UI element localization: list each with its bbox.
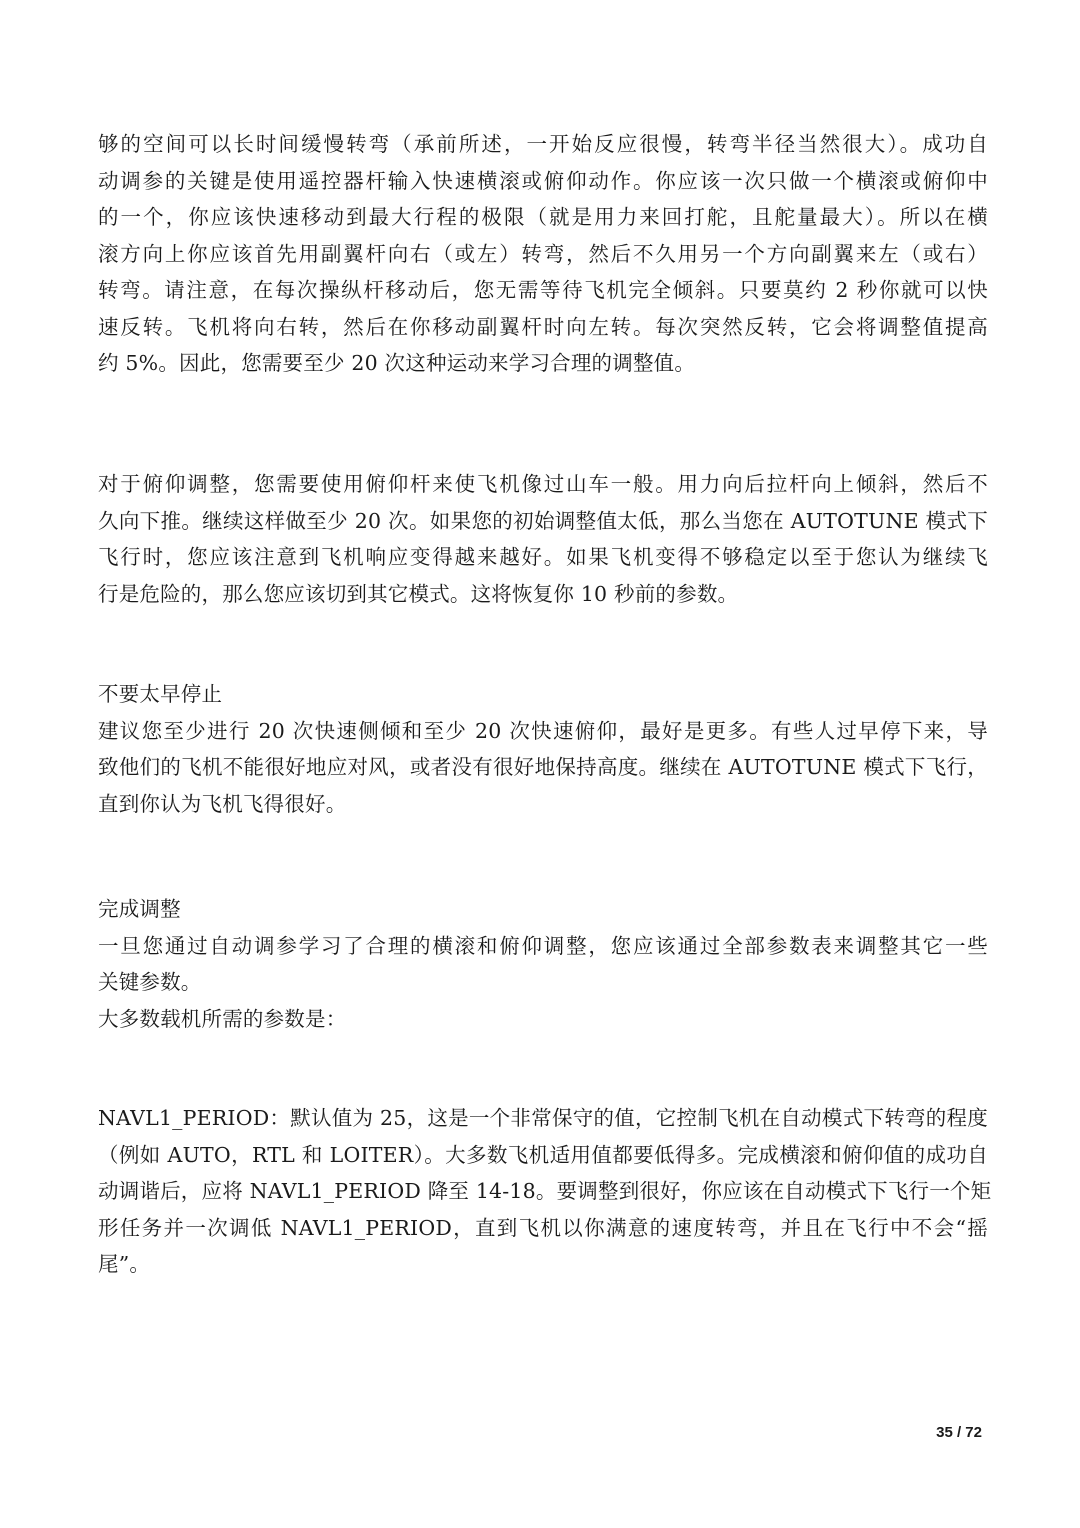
text-line: 久向下推。继续这样做至少 20 次。如果您的初始调整值太低，那么当您在 AUTOTUNE 模式下 (98, 508, 988, 533)
paragraph-autotune-roll (98, 126, 988, 382)
text-line: 致他们的飞机不能很好地应对风，或者没有很好地保持高度。继续在 AUTOTUNE 模式下飞行， (98, 755, 988, 779)
text-line: （例如 AUTO，RTL 和 LOITER）。大多数飞机适用值都要低得多。完成横滚和俯仰值的成功自 (98, 1142, 988, 1167)
text-line: 约 5%。因此，您需要至少 20 次这种运动来学习合理的调整值。 (98, 351, 696, 375)
text-line: 够的空间可以长时间缓慢转弯（承前所述，一开始反应很慢，转弯半径当然很大）。成功自 (98, 132, 988, 156)
text-line: 动调谐后，应将 NAVL1_PERIOD 降至 14-18。要调整到很好，你应该在自动模式下飞行一个矩 (98, 1179, 992, 1203)
text-line: 飞行时，您应该注意到飞机响应变得越来越好。如果飞机变得不够稳定以至于您认为继续飞 (98, 545, 988, 569)
text-line: 大多数载机所需的参数是： (98, 1006, 347, 1031)
text-line: 形任务并一次调低 NAVL1_PERIOD，直到飞机以你满意的速度转弯，并且在飞行中不会“摇 (98, 1215, 988, 1240)
section-finish-tuning (98, 891, 988, 1037)
text-line: 速反转。飞机将向右转，然后在你移动副翼杆时向左转。每次突然反转，它会将调整值提高 (98, 314, 988, 339)
section-dont-stop-early (98, 676, 988, 822)
text-line: 尾”。 (98, 1252, 151, 1276)
section-heading: 不要太早停止 (98, 682, 223, 706)
page-number: 35 / 72 (936, 1424, 982, 1441)
text-line: 行是危险的，那么您应该切到其它模式。这将恢复你 10 秒前的参数。 (98, 581, 739, 606)
paragraph-pitch-tuning (98, 466, 988, 612)
section-heading: 完成调整 (98, 897, 181, 921)
text-line: 转弯。请注意，在每次操纵杆移动后，您无需等待飞机完全倾斜。只要莫约 2 秒你就可以快 (98, 278, 988, 302)
text-line: 一旦您通过自动调参学习了合理的横滚和俯仰调整，您应该通过全部参数表来调整其它一些 (98, 933, 988, 958)
text-line: 直到你认为飞机飞得很好。 (98, 791, 347, 816)
text-line: 对于俯仰调整，您需要使用俯仰杆来使飞机像过山车一般。用力向后拉杆向上倾斜，然后不 (98, 472, 988, 496)
text-line: 建议您至少进行 20 次快速侧倾和至少 20 次快速俯仰，最好是更多。有些人过早停下来，导 (98, 718, 988, 743)
paragraph-navl1-period (98, 1100, 992, 1283)
text-line: NAVL1_PERIOD：默认值为 25，这是一个非常保守的值，它控制飞机在自动模式下转弯的程度 (98, 1106, 988, 1130)
text-line: 动调参的关键是使用遥控器杆输入快速横滚或俯仰动作。你应该一次只做一个横滚或俯仰中 (98, 168, 988, 193)
text-line: 的一个，你应该快速移动到最大行程的极限（就是用力来回打舵，且舵量最大）。所以在横 (98, 205, 988, 229)
text-line: 滚方向上你应该首先用副翼杆向右（或左）转弯，然后不久用另一个方向副翼来左（或右） (98, 241, 988, 266)
text-line: 关键参数。 (98, 970, 202, 994)
